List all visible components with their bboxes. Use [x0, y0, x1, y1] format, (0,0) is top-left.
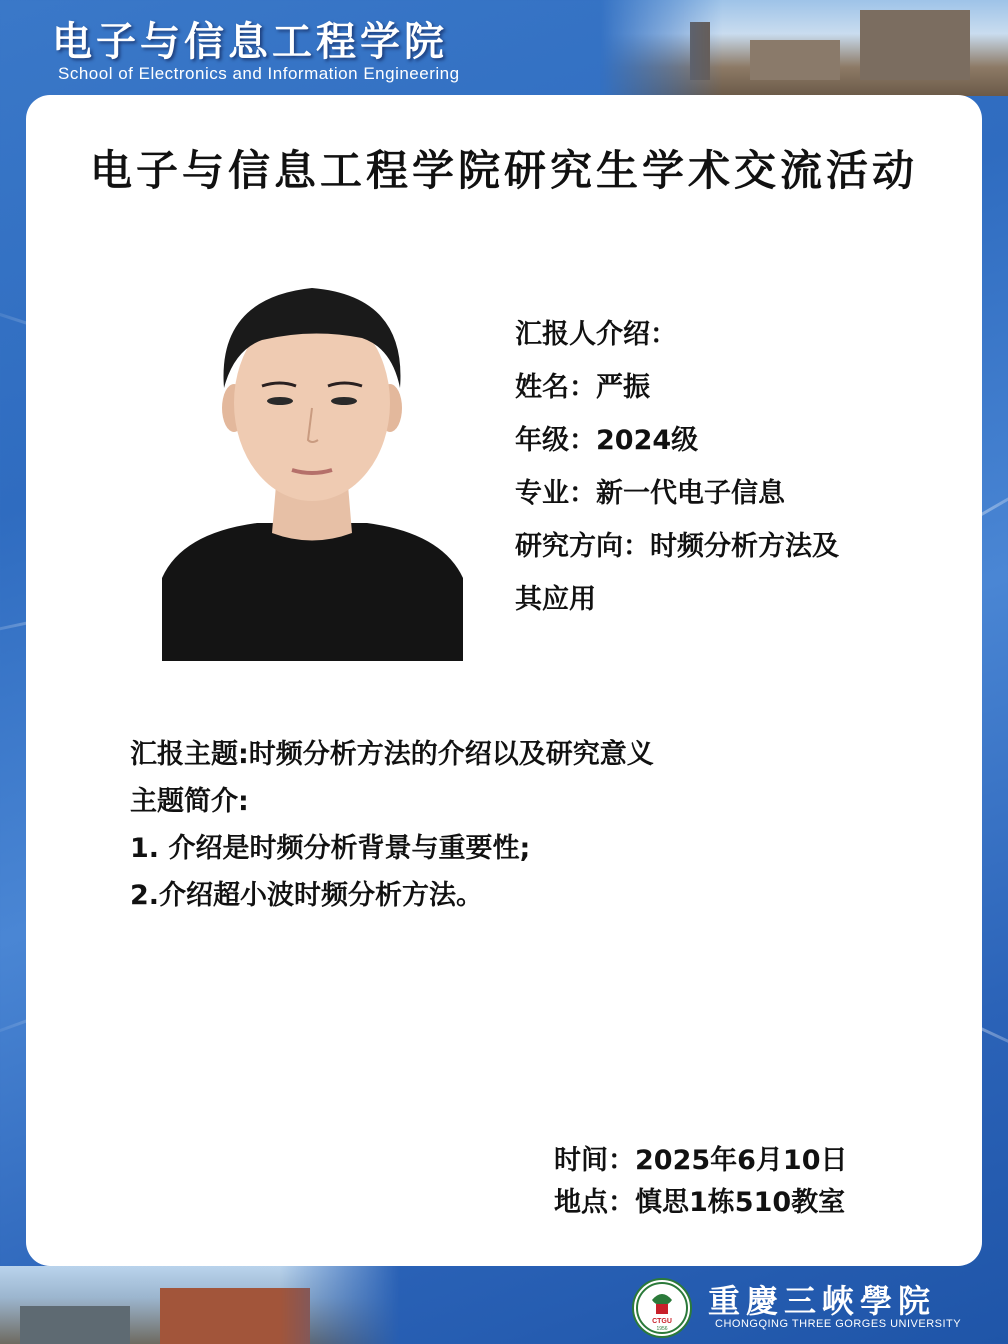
logo-year: 1956	[656, 1326, 668, 1332]
schedule-info	[554, 1140, 848, 1224]
presenter-intro-label: 汇报人介绍：	[515, 319, 677, 350]
event-time: 时间：2025年6月10日	[554, 1145, 848, 1176]
building	[860, 10, 970, 80]
presenter-grade: 年级：2024级	[515, 425, 699, 456]
research-direction-line2: 其应用	[515, 584, 596, 615]
building	[690, 22, 710, 80]
header-banner	[0, 0, 1008, 96]
poster-title: 电子与信息工程学院研究生学术交流活动	[89, 146, 918, 195]
logo-text: CTGU	[652, 1318, 672, 1325]
university-logo	[632, 1278, 692, 1338]
university-name-en: CHONGQING THREE GORGES UNIVERSITY	[715, 1318, 962, 1330]
logo-emblem-icon	[634, 1280, 690, 1336]
research-direction-line1: 研究方向：时频分析方法及	[515, 531, 839, 562]
event-place: 地点：慎思1栋510教室	[554, 1187, 846, 1218]
building	[20, 1306, 130, 1344]
school-name-cn: 电子与信息工程学院	[52, 18, 448, 65]
campus-photo-bottom	[0, 1266, 400, 1344]
report-topic	[130, 731, 654, 919]
presenter-name: 姓名：严振	[515, 372, 650, 403]
presenter-major: 专业：新一代电子信息	[515, 478, 785, 509]
topic-summary-label: 主题简介:	[130, 786, 249, 817]
campus-photo-top	[600, 0, 1008, 96]
school-name-en: School of Electronics and Information Engineering	[58, 64, 460, 83]
poster-card	[26, 95, 982, 1266]
university-name-cn: 重慶三峽學院	[708, 1282, 937, 1320]
topic-item-1: 1. 介绍是时频分析背景与重要性;	[130, 833, 531, 864]
building	[160, 1288, 310, 1344]
presenter-photo	[162, 278, 463, 661]
topic-item-2: 2.介绍超小波时频分析方法。	[130, 880, 484, 911]
footer-banner	[0, 1266, 1008, 1344]
topic-subject: 汇报主题:时频分析方法的介绍以及研究意义	[130, 739, 654, 770]
portrait-illustration	[162, 278, 463, 661]
presenter-info	[515, 308, 935, 626]
building	[750, 40, 840, 80]
